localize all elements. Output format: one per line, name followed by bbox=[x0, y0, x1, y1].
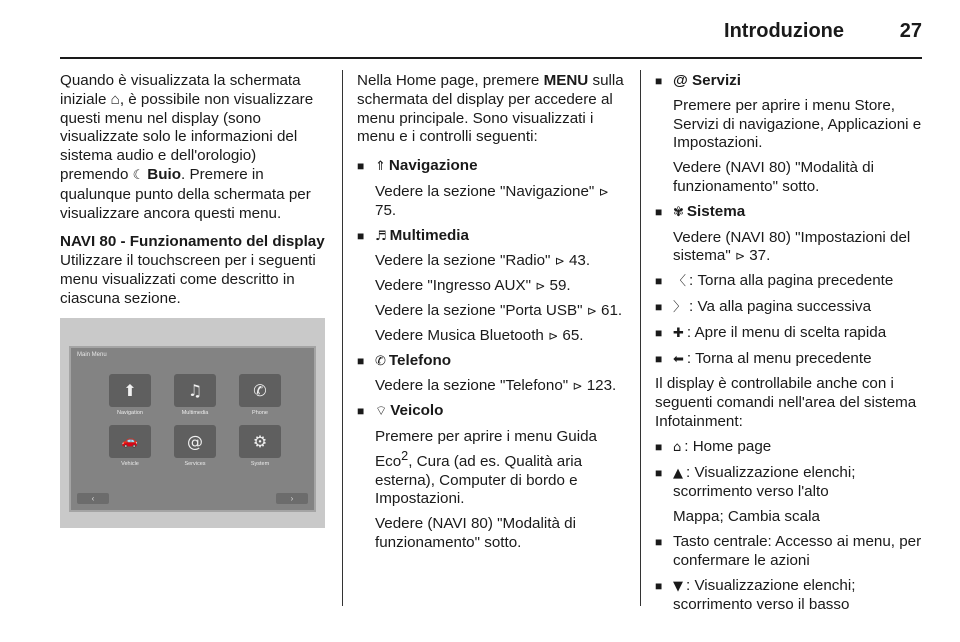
column-1 bbox=[60, 72, 326, 319]
list-item: ■ ⬅ : Torna al menu precedente bbox=[655, 350, 925, 370]
tile-label: Multimedia bbox=[181, 410, 209, 416]
screen-title: Main Menu bbox=[77, 352, 107, 358]
tile-label: Navigation bbox=[117, 410, 143, 416]
list-item: ■ Tasto centrale: Accesso ai menu, per confermare le azioni bbox=[655, 533, 925, 571]
up-triangle-icon: ▲ bbox=[673, 465, 683, 481]
tile-label: System bbox=[250, 461, 270, 467]
list-item: ■ 〉 : Va alla pagina successiva bbox=[655, 298, 925, 318]
list-item-multimedia: ■ ♬ Multimedia bbox=[357, 227, 627, 247]
navigation-icon: ⇑ bbox=[375, 159, 386, 175]
tile-label: Vehicle bbox=[121, 461, 139, 467]
controls-intro: Il display è controllabile anche con i seguenti comandi nell'area del sistema Infotainment: bbox=[655, 375, 917, 430]
reference-arrow-icon: ⊳ bbox=[734, 249, 745, 264]
list-item-servizi: ■ @ Servizi bbox=[655, 72, 925, 91]
back-arrow-icon: ⬅ bbox=[673, 351, 684, 367]
navi-heading: NAVI 80 - Funzionamento del display bbox=[60, 233, 325, 251]
gear-icon: ✾ bbox=[673, 204, 684, 220]
intro-paragraph: Quando è visualizzata la schermata iniziale ⌂, è possibile non visualizzare questi menu nel display (sono visualizzate solo le informazioni del sistema audio e dell'orologio) premendo ☾ Buio. Premere in qualunque punto della schermata per visualizzare ancora questi menu. bbox=[60, 72, 314, 222]
plus-icon: ✚ bbox=[673, 325, 684, 341]
back-button: ‹ bbox=[77, 493, 109, 504]
reference-arrow-icon: ⊳ bbox=[554, 254, 565, 269]
header-rule bbox=[60, 57, 922, 59]
list-item: ■ ⌂ : Home page bbox=[655, 438, 925, 458]
list-item-sistema: ■ ✾ Sistema bbox=[655, 203, 925, 223]
vehicle-icon: 🚗 bbox=[109, 425, 151, 458]
reference-arrow-icon: ⊳ bbox=[535, 279, 546, 294]
list-item: ■ ✚ : Apre il menu di scelta rapida bbox=[655, 324, 925, 344]
reference-arrow-icon: ⊳ bbox=[598, 184, 609, 199]
menu-intro: Nella Home page, premere MENU sulla schermata del display per accedere al menu principale. Sono visualizzati i menu e i controlli seguenti: bbox=[357, 72, 624, 146]
reference-arrow-icon: ⊳ bbox=[572, 379, 583, 394]
section-title: Introduzione bbox=[724, 20, 844, 42]
column-3: ■ @ Servizi Premere per aprire i menu Store, Servizi di navigazione, Applicazioni e Impostazioni. Vedere (NAVI 80) "Modalità di funzionamento" sotto. ■ ✾ Sistema Vedere (NAVI 80) "Impostazioni del sistema" ⊳ 37. ■ 〈 : Torna alla pagina precedente ■ 〉 : Va alla pagina successiva ■ ✚ : Apre il menu di scelta rapida ■ ⬅ : Torna al menu precedente Il display è controllabile anche con i seguenti comandi nell'area del sistema Infotainment: ■ ⌂ : Home page ■ ▲ : Visualizzazione elenchi; scorrimento verso l'alto Mappa; Cambia scala ■ Tasto centrale: Accesso ai menu, per confermare le azioni ■ ▼ : Visualizzazione elenchi; scorrimento verso il basso bbox=[655, 72, 925, 621]
car-icon: ⌔ bbox=[375, 404, 388, 420]
reference-arrow-icon: ⊳ bbox=[586, 303, 597, 318]
phone-icon: ✆ bbox=[375, 353, 386, 369]
chevron-right-icon: 〉 bbox=[673, 299, 687, 315]
multimedia-icon: ♫ bbox=[174, 374, 216, 407]
list-item-navigazione: ■ ⇑ Navigazione bbox=[357, 157, 627, 177]
navi-paragraph: NAVI 80 - Funzionamento del display Utilizzare il touchscreen per i seguenti menu visualizzati come descritto in ciascuna sezione. bbox=[60, 233, 325, 307]
moon-icon: ☾ bbox=[132, 167, 145, 183]
tile-label: Services bbox=[184, 461, 206, 467]
list-item-veicolo: ■ ⌔ Veicolo bbox=[357, 402, 627, 422]
display-screen bbox=[69, 346, 316, 512]
next-button: › bbox=[276, 493, 308, 504]
tile-label: Phone bbox=[252, 410, 268, 416]
list-item-telefono: ■ ✆ Telefono bbox=[357, 352, 627, 372]
list-item: ■ ▲ : Visualizzazione elenchi; scorrimento verso l'alto bbox=[655, 464, 925, 503]
down-triangle-icon: ▼ bbox=[673, 578, 683, 594]
list-item: ■ ▼ : Visualizzazione elenchi; scorrimento verso il basso bbox=[655, 577, 925, 616]
phone-icon: ✆ bbox=[239, 374, 281, 407]
column-divider bbox=[342, 70, 343, 606]
page-number: 27 bbox=[899, 20, 922, 42]
services-icon: @ bbox=[174, 425, 216, 458]
chevron-left-icon: 〈 bbox=[673, 274, 687, 290]
reference-arrow-icon: ⊳ bbox=[548, 328, 559, 343]
column-2: Nella Home page, premere MENU sulla schermata del display per accedere al menu principale. Sono visualizzati i menu e i controlli seguenti: ■ ⇑ Navigazione Vedere la sezione "Navigazione" ⊳ 75. ■ ♬ Multimedia Vedere la sezione "Radio" ⊳ 43. Vedere "Ingresso AUX" ⊳ 59. Vedere la sezione "Porta USB" ⊳ 61. Vedere Musica Bluetooth ⊳ 65. ■ ✆ Telefono Vedere la sezione "Telefono" ⊳ 123. ■ ⌔ Veicolo Premere per aprire i menu Guida Eco$^2$, Cura (ad es. Qualità aria esterna), Computer di bordo e Impostazioni. Vedere (NAVI 80) "Modalità di funzionamento" sotto. bbox=[357, 72, 627, 559]
page-header bbox=[60, 0, 922, 62]
column-divider bbox=[640, 70, 641, 606]
system-icon: ⚙ bbox=[239, 425, 281, 458]
main-menu-screenshot bbox=[60, 318, 325, 528]
navigation-icon: ⬆ bbox=[109, 374, 151, 407]
music-icon: ♬ bbox=[375, 228, 387, 244]
home-icon: ⌂ bbox=[673, 439, 682, 455]
list-item: ■ 〈 : Torna alla pagina precedente bbox=[655, 272, 925, 292]
